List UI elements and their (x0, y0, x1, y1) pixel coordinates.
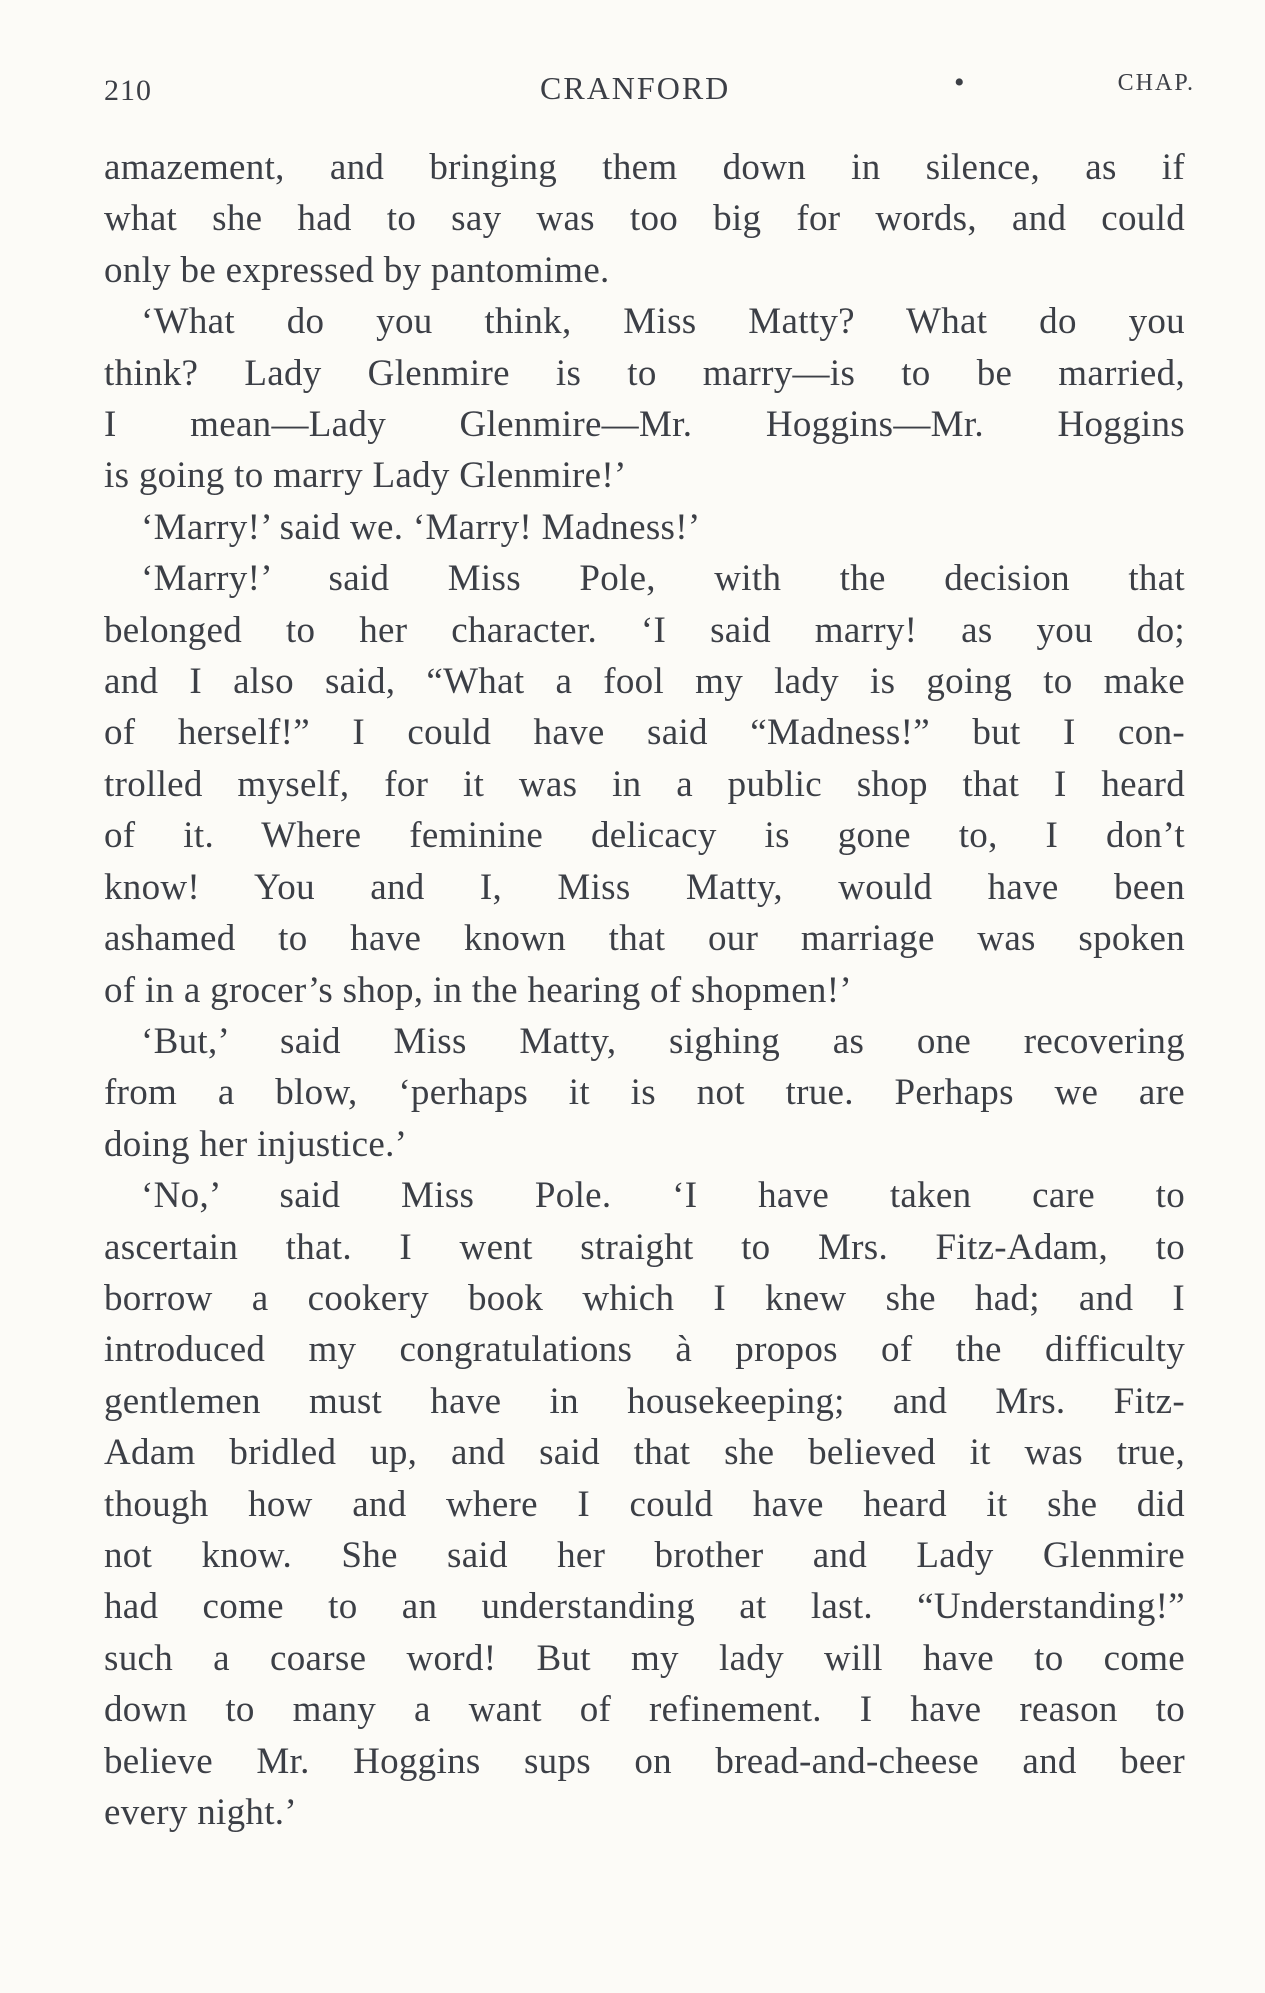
running-title: CRANFORD (540, 70, 731, 106)
text-line: doing her injustice.’ (104, 1123, 408, 1165)
page-header (104, 68, 1195, 112)
text-line: of herself!” I could have said “Madness!” but I con- (104, 712, 1185, 754)
text-line: every night.’ (104, 1792, 297, 1833)
text-line: borrow a cookery book which I knew she had; and I (104, 1277, 1185, 1319)
text-line: had come to an understanding at last. “Understanding!” (104, 1586, 1185, 1628)
text-line: gentlemen must have in housekeeping; and Mrs. Fitz- (104, 1380, 1185, 1422)
text-line: trolled myself, for it was in a public shop that I heard (104, 763, 1185, 805)
text-line: is going to marry Lady Glenmire!’ (104, 455, 627, 497)
text-line: believe Mr. Hoggins sups on bread-and-cheese and beer (104, 1740, 1185, 1782)
text-line: Adam bridled up, and said that she believed it was true, (104, 1432, 1185, 1474)
text-line: not know. She said her brother and Lady Glenmire (104, 1534, 1185, 1576)
text-line: of it. Where feminine delicacy is gone to, I don’t (104, 815, 1185, 857)
chapter-label: CHAP. (1117, 70, 1195, 96)
text-line: ‘No,’ said Miss Pole. ‘I have taken care to (141, 1175, 1185, 1217)
text-line: and I also said, “What a fool my lady is going to make (104, 661, 1185, 703)
header-separator: • (954, 66, 966, 99)
text-line: I mean—Lady Glenmire—Mr. Hoggins—Mr. Hoggins (104, 404, 1185, 446)
page-number: 210 (104, 74, 152, 107)
text-line: belonged to her character. ‘I said marry! as you do; (104, 609, 1185, 651)
text-line: ‘Marry!’ said Miss Pole, with the decision that (141, 558, 1185, 600)
text-line: though how and where I could have heard it she did (104, 1483, 1185, 1525)
text-line: ‘But,’ said Miss Matty, sighing as one recovering (141, 1020, 1185, 1062)
text-line: only be expressed by pantomime. (104, 249, 610, 291)
text-line: know! You and I, Miss Matty, would have been (104, 866, 1185, 908)
text-line: of in a grocer’s shop, in the hearing of shopmen!’ (104, 969, 852, 1011)
text-line: ascertain that. I went straight to Mrs. Fitz-Adam, to (104, 1226, 1185, 1268)
text-line: amazement, and bringing them down in silence, as if (104, 147, 1185, 188)
text-line: ashamed to have known that our marriage was spoken (104, 918, 1185, 960)
text-line: introduced my congratulations à propos of the difficulty (104, 1329, 1185, 1371)
text-line: from a blow, ‘perhaps it is not true. Perhaps we are (104, 1072, 1185, 1114)
body-text (104, 142, 1185, 1838)
text-line: down to many a want of refinement. I have reason to (104, 1689, 1185, 1731)
text-line: what she had to say was too big for words, and could (104, 198, 1185, 240)
text-line: think? Lady Glenmire is to marry—is to be married, (104, 352, 1185, 394)
text-line: ‘What do you think, Miss Matty? What do you (141, 301, 1185, 343)
text-line: ‘Marry!’ said we. ‘Marry! Madness!’ (141, 506, 701, 548)
text-line: such a coarse word! But my lady will have to come (104, 1637, 1185, 1679)
